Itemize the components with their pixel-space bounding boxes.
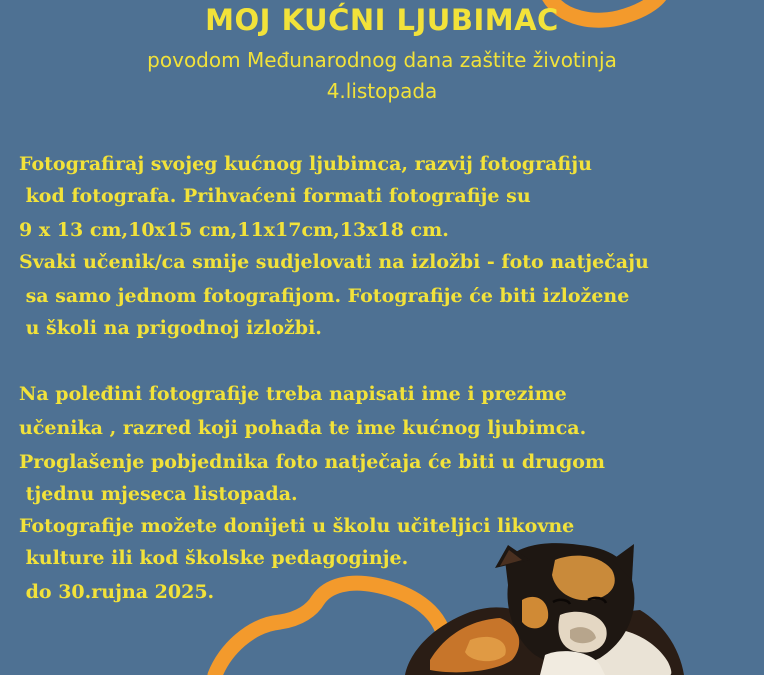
text-line: učenika , razred koji pohađa te ime kućnog ljubimca. [19,417,587,439]
text-line: Svaki učenik/ca smije sudjelovati na izložbi - foto natječaju [19,251,649,273]
text-line: kod fotografa. Prihvaćeni formati fotografije su [19,185,531,207]
text-line: do 30.rujna 2025. [19,581,215,603]
text-line: Proglašenje pobjednika foto natječaja će biti u drugom [19,451,606,473]
subtitle-occasion: povodom Međunarodnog dana zaštite životinja [147,48,617,72]
page-title: MOJ KUĆNI LJUBIMAC [205,3,559,37]
text-line: u školi na prigodnoj izložbi. [19,317,322,339]
text-line: 9 x 13 cm,10x15 cm,11x17cm,13x18 cm. [19,219,449,241]
cat-body-orange-patch-2 [465,637,506,661]
text-line: tjednu mjeseca listopada. [19,483,298,505]
text-line: Na poleđini fotografije treba napisati ime i prezime [19,383,567,405]
text-line: kulture ili kod školske pedagoginje. [19,547,409,569]
text-line: Fotografije možete donijeti u školu učiteljici likovne [19,515,575,537]
text-line: sa samo jednom fotografijom. Fotografije će biti izložene [19,285,630,307]
subtitle-date: 4.listopada [326,79,438,103]
text-line: Fotografiraj svojeg kućnog ljubimca, razvij fotografiju [19,153,592,175]
